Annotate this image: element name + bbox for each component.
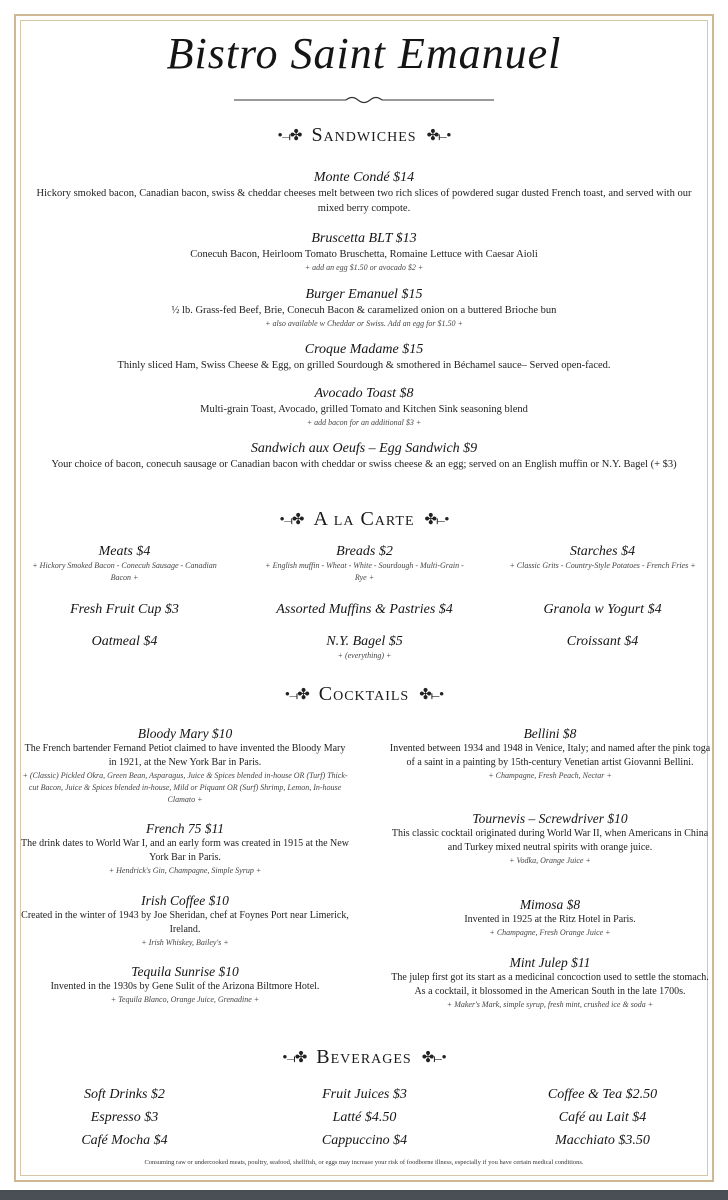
item-note: + Hendrick's Gin, Champagne, Simple Syrup +: [108, 866, 262, 875]
cocktail-item: [385, 811, 715, 867]
menu-item: [500, 602, 705, 618]
item-name: French 75 $11: [146, 821, 224, 836]
item-description: Created in the winter of 1943 by Joe Sheridan, chef at Foynes Port near Limerick, Ireland.: [21, 910, 349, 935]
cocktail-item: [385, 897, 715, 939]
ornament-left-icon: •⟞✤: [282, 1050, 307, 1066]
cocktail-item: [20, 821, 350, 877]
item-description: Thinly sliced Ham, Swiss Cheese & Egg, on grilled Sourdough & smothered in Béchamel sauce– Served open-faced.: [117, 360, 611, 371]
title-divider-ornament: [234, 96, 494, 104]
item-description: The julep first got its start as a medicinal concoction used to settle the stomach. As a cocktail, it blossomed in the American South in the late 1700s.: [391, 972, 709, 997]
item-name: Mint Julep $11: [509, 955, 591, 970]
item-name: Croque Madame $15: [304, 342, 424, 357]
ornament-right-icon: ✤⟝•: [421, 1050, 446, 1066]
item-name: Mimosa $8: [519, 897, 581, 912]
item-name: Bellini $8: [523, 726, 577, 741]
menu-item: [500, 544, 705, 572]
beverage-item: Café au Lait $4: [558, 1110, 647, 1125]
item-name: N.Y. Bagel $5: [326, 634, 403, 649]
menu-item: [262, 602, 467, 618]
beverage-item: Coffee & Tea $2.50: [547, 1087, 658, 1102]
beverage-item: Soft Drinks $2: [84, 1087, 165, 1102]
item-name: Burger Emanuel $15: [305, 287, 423, 302]
item-name: Tequila Sunrise $10: [131, 964, 239, 979]
item-note: + Hickory Smoked Bacon - Conecuh Sausage - Canadian Bacon +: [32, 561, 217, 582]
restaurant-title: Bistro Saint Emanuel: [166, 29, 562, 78]
item-description: Invented in the 1930s by Gene Sulit of the Arizona Biltmore Hotel.: [50, 981, 320, 992]
item-name: Croissant $4: [566, 634, 639, 649]
window-bottom-bar: [0, 1190, 728, 1200]
item-name: Granola w Yogurt $4: [543, 602, 662, 617]
ornament-left-icon: •⟞✤: [284, 687, 309, 703]
item-note: + Champagne, Fresh Orange Juice +: [489, 928, 611, 937]
item-description: The French bartender Fernand Petiot claimed to have invented the Bloody Mary in 1921, at the New York Bar in Paris.: [24, 743, 346, 768]
item-note: + Irish Whiskey, Bailey's +: [141, 938, 229, 947]
item-description: Invented in 1925 at the Ritz Hotel in Paris.: [464, 914, 636, 925]
item-note: + add an egg $1.50 or avocado $2 +: [304, 263, 424, 272]
section-title: Cocktails: [318, 683, 410, 705]
item-name: Bloody Mary $10: [137, 726, 233, 741]
item-note: + add bacon for an additional $3 +: [306, 418, 422, 427]
ornament-right-icon: ✤⟝•: [426, 128, 451, 144]
ornament-right-icon: ✤⟝•: [419, 687, 444, 703]
section-header-cocktails: [0, 683, 728, 706]
item-note: + Classic Grits - Country-Style Potatoes - French Fries +: [509, 561, 696, 570]
menu-item: [30, 441, 698, 472]
item-description: This classic cocktail originated during World War II, when Americans in China and Turkey mixed neutral spirits with orange juice.: [391, 828, 709, 853]
item-description: Invented between 1934 and 1948 in Venice, Italy; and named after the pink toga of a saint in a painting by 15th-century Venetian artist Giovanni Bellini.: [389, 743, 711, 768]
item-note: + Vodka, Orange Juice +: [509, 856, 591, 865]
section-header-sandwiches: [0, 124, 728, 147]
beverage-item: Espresso $3: [90, 1110, 159, 1125]
section-header-alacarte: [0, 508, 728, 531]
item-name: Sandwich aux Oeufs – Egg Sandwich $9: [250, 441, 478, 456]
menu-item: [30, 386, 698, 429]
cocktail-item: [20, 964, 350, 1006]
item-name: Tournevis – Screwdriver $10: [472, 811, 628, 826]
item-note: + Tequila Blanco, Orange Juice, Grenadine +: [110, 995, 260, 1004]
item-description: The drink dates to World War I, and an early form was created in 1915 at the New York Bar in Paris.: [21, 838, 349, 863]
cocktail-item: [20, 893, 350, 949]
item-name: Monte Condé $14: [313, 170, 415, 185]
menu-item: [262, 544, 467, 584]
menu-item: [500, 634, 705, 650]
menu-item: [22, 602, 227, 618]
item-name: Assorted Muffins & Pastries $4: [276, 602, 453, 617]
beverage-item: Café Mocha $4: [81, 1133, 168, 1148]
beverage-item: Cappuccino $4: [321, 1133, 408, 1148]
item-name: Irish Coffee $10: [141, 893, 229, 908]
menu-item: [22, 634, 227, 650]
item-name: Avocado Toast $8: [314, 386, 414, 401]
ornament-left-icon: •⟞✤: [277, 128, 302, 144]
item-note: + also available w Cheddar or Swiss. Add an egg for $1.50 +: [265, 319, 463, 328]
item-name: Starches $4: [569, 544, 636, 559]
item-description: Hickory smoked bacon, Canadian bacon, swiss & cheddar cheeses melt between two rich slices of powdered sugar dusted French toast, and served with our mixed berry compote.: [36, 188, 692, 214]
item-name: Oatmeal $4: [91, 634, 158, 649]
item-name: Fresh Fruit Cup $3: [70, 602, 179, 617]
item-note: + English muffin - Wheat - White - Sourdough - Multi-Grain - Rye +: [265, 561, 464, 582]
item-name: Breads $2: [336, 544, 393, 559]
menu-item: [30, 342, 698, 373]
item-note: + Champagne, Fresh Peach, Nectar +: [488, 771, 612, 780]
menu-item: [30, 231, 698, 274]
section-header-beverages: [0, 1046, 728, 1069]
item-name: Bruscetta BLT $13: [311, 231, 417, 246]
beverage-item: Fruit Juices $3: [322, 1087, 407, 1102]
item-description: Conecuh Bacon, Heirloom Tomato Bruschetta, Romaine Lettuce with Caesar Aioli: [190, 249, 538, 260]
section-title: A la Carte: [313, 508, 415, 530]
item-description: Your choice of bacon, conecuh sausage or Canadian bacon with cheddar or swiss cheese & an egg; served on an English muffin or N.Y. Bagel (+ $3): [51, 459, 677, 470]
beverage-item: Latté $4.50: [332, 1110, 397, 1125]
ornament-right-icon: ✤⟝•: [424, 512, 449, 528]
section-title: Sandwiches: [311, 124, 417, 146]
cocktail-item: [20, 726, 350, 806]
menu-item: [262, 634, 467, 662]
item-description: ½ lb. Grass-fed Beef, Brie, Conecuh Bacon & caramelized onion on a buttered Brioche bun: [171, 305, 557, 316]
item-note: + (everything) +: [337, 651, 392, 660]
food-safety-disclaimer: Consuming raw or undercooked meats, poultry, seafood, shellfish, or eggs may increase your risk of foodborne illness, especially if you have certain medical conditions.: [144, 1159, 584, 1166]
beverage-item: Macchiato $3.50: [555, 1133, 650, 1148]
menu-item: [30, 170, 698, 216]
item-note: + (Classic) Pickled Okra, Green Bean, Asparagus, Juice & Spices blended in-house OR (Turf) Thick-cut Bacon, Juice & Spices blended in-house, Mild or Piquant OR (Surf) Shrimp, Lemon, In-house Clamato +: [22, 771, 348, 804]
item-name: Meats $4: [98, 544, 151, 559]
cocktail-item: [385, 955, 715, 1011]
menu-item: [30, 287, 698, 330]
item-note: + Maker's Mark, simple syrup, fresh mint, crushed ice & soda +: [446, 1000, 654, 1009]
menu-item: [22, 544, 227, 584]
item-description: Multi-grain Toast, Avocado, grilled Tomato and Kitchen Sink seasoning blend: [200, 404, 528, 415]
cocktail-item: [385, 726, 715, 782]
section-title: Beverages: [316, 1046, 412, 1068]
ornament-left-icon: •⟞✤: [279, 512, 304, 528]
